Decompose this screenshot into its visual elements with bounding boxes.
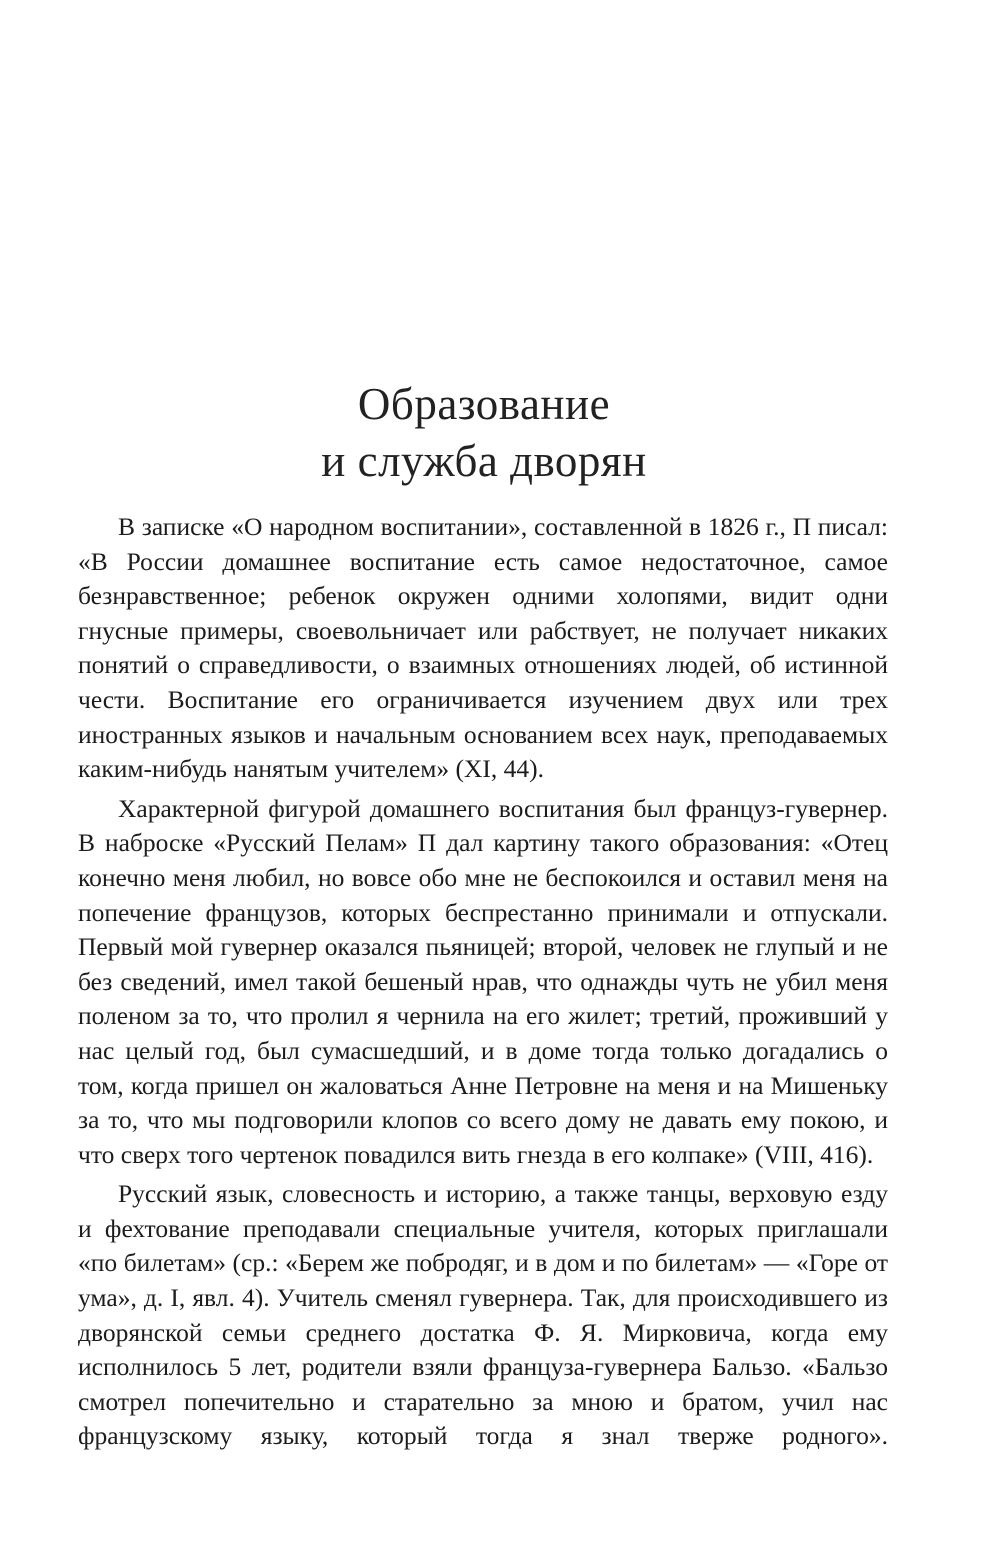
paragraph-3: Русский язык, словесность и историю, а также танцы, верховую езду и фехтование преподавали специальные учителя, которых приглашали «по билетам» (ср.: «Берем же побродяг, и в дом и по билетам» — «Горе от ума», д. I, явл. 4). Учитель сменял гувернера. Так, для происходившего из дворянской семьи среднего достатка Ф. Я. Мирковича, когда ему исполнилось 5 лет, родители взяли француза-гувернера Бальзо. «Бальзо смотрел попечительно и старательно за мною и братом, учил нас французскому языку, который тогда я знал тверже родного».: [78, 1179, 888, 1451]
body-text: [78, 510, 888, 1459]
paragraph-1: В записке «О народном воспитании», составленной в 1826 г., П писал: «В России домашнее воспитание есть самое недостаточное, самое безнравственное; ребенок окружен одними холопями, видит одни гнусные примеры, своевольничает или рабствует, не получает никаких понятий о справедливости, о взаимных отношениях людей, об истинной чести. Воспитание его ограничивается изучением двух или трех иностранных языков и начальным основанием всех наук, преподаваемых каким-нибудь нанятым учителем» (XI, 44).: [78, 512, 888, 784]
chapter-title-line-1: Образование: [357, 379, 611, 429]
paragraph-2: Характерной фигурой домашнего воспитания был француз-гувернер. В наброске «Русский Пелам» П дал картину такого образования: «Отец конечно меня любил, но вовсе обо мне не беспокоился и оставил меня на попечение французов, которых беспрестанно принимали и отпускали. Первый мой гувернер оказался пьяницей; второй, человек не глупый и не без сведений, имел такой бешеный нрав, что однажды чуть не убил меня поленом за то, что пролил я чернила на его жилет; третий, проживший у нас целый год, был сумасшедший, и в доме тогда только догадались о том, когда пришел он жаловаться Анне Петровне на меня и на Мишеньку за то, что мы подговорили клопов со всего дому не давать ему покою, и что сверх того чертенок повадился вить гнезда в его колпаке» (VIII, 416).: [78, 793, 888, 1169]
chapter-title-line-2: и служба дворян: [321, 436, 647, 486]
chapter-title: [78, 376, 890, 490]
